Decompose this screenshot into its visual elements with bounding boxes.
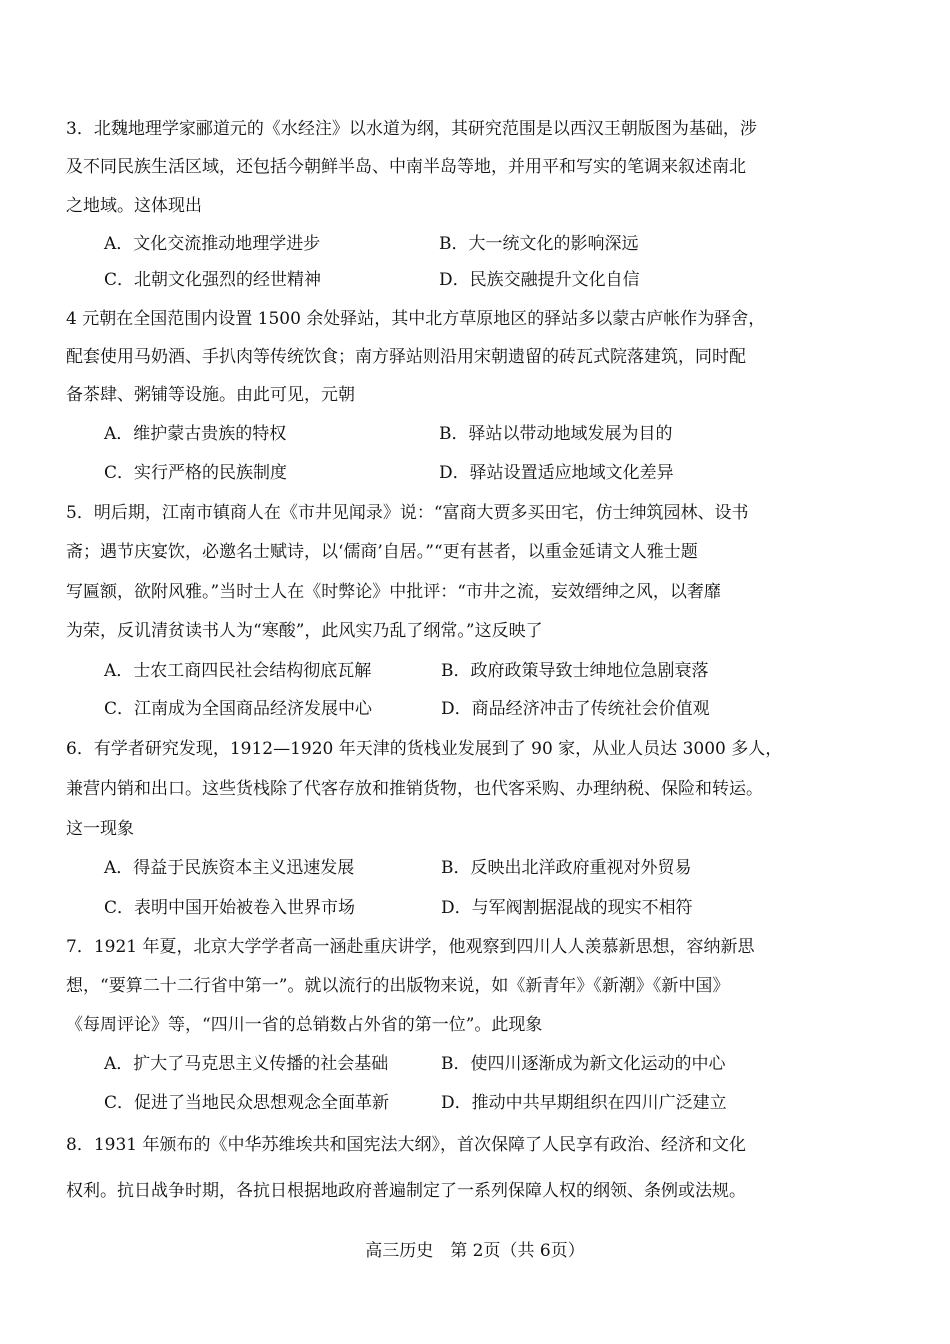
question-7-line-1: 7．1921 年夏，北京大学学者高一涵赴重庆讲学，他观察到四川人人羡慕新思想，容纳新思	[66, 937, 755, 957]
question-7-line-2: 想，“要算二十二行省中第一”。就以流行的出版物来说，如《新青年》《新潮》《新中国》	[66, 976, 730, 996]
question-7-option-b[interactable]: B．使四川逐渐成为新文化运动的中心	[441, 1054, 726, 1074]
question-5-line-3: 写匾额，欲附风雅。”当时士人在《时弊论》中批评：“市井之流，妄效缙绅之风，以奢靡	[66, 582, 721, 602]
question-4-option-c[interactable]: C．实行严格的民族制度	[104, 463, 288, 483]
question-3-line-3: 之地域。这体现出	[66, 196, 202, 216]
question-7-option-c[interactable]: C．促进了当地民众思想观念全面革新	[104, 1093, 390, 1113]
question-4-option-b[interactable]: B．驿站以带动地域发展为目的	[439, 424, 673, 444]
question-3-line-2: 及不同民族生活区域，还包括今朝鲜半岛、中南半岛等地，并用平和写实的笔调来叙述南北	[66, 157, 746, 177]
question-6-option-c[interactable]: C．表明中国开始被卷入世界市场	[104, 898, 356, 918]
question-6-line-3: 这一现象	[66, 819, 134, 839]
question-4-option-a[interactable]: A．维护蒙古贵族的特权	[104, 424, 287, 444]
question-5-line-2: 斋；遇节庆宴饮，必邀名士赋诗，以‘儒商’自居。”“更有甚者，以重金延请文人雅士题	[66, 542, 698, 562]
question-6-option-a[interactable]: A．得益于民族资本主义迅速发展	[104, 858, 355, 878]
question-3-line-1: 3．北魏地理学家郦道元的《水经注》以水道为纲，其研究范围是以西汉王朝版图为基础，涉	[66, 119, 757, 139]
question-7-option-a[interactable]: A．扩大了马克思主义传播的社会基础	[104, 1054, 389, 1074]
question-5-option-a[interactable]: A．士农工商四民社会结构彻底瓦解	[104, 661, 372, 681]
question-8-line-1: 8．1931 年颁布的《中华苏维埃共和国宪法大纲》，首次保障了人民享有政治、经济和文化	[66, 1135, 746, 1155]
page-footer: 高三历史 第 2页（共 6页）	[365, 1241, 585, 1261]
question-6-option-b[interactable]: B．反映出北洋政府重视对外贸易	[441, 858, 692, 878]
question-6-line-1: 6．有学者研究发现，1912—1920 年天津的货栈业发展到了 90 家，从业人员达 3000 多人，	[66, 739, 783, 759]
question-6-option-d[interactable]: D．与军阀割据混战的现实不相符	[441, 898, 693, 918]
question-5-line-4: 为荣，反讥清贫读书人为“寒酸”，此风实乃乱了纲常。”这反映了	[66, 621, 543, 641]
question-5-option-c[interactable]: C．江南成为全国商品经济发展中心	[104, 699, 373, 719]
question-3-option-b[interactable]: B．大一统文化的影响深远	[439, 234, 639, 254]
question-4-line-1: 4 元朝在全国范围内设置 1500 余处驿站，其中北方草原地区的驿站多以蒙古庐帐作为驿舍，	[66, 309, 766, 329]
question-5-option-b[interactable]: B．政府政策导致士绅地位急剧衰落	[441, 661, 709, 681]
question-3-option-d[interactable]: D．民族交融提升文化自信	[439, 270, 640, 290]
question-7-option-d[interactable]: D．推动中共早期组织在四川广泛建立	[441, 1093, 727, 1113]
question-4-line-2: 配套使用马奶酒、手扒肉等传统饮食；南方驿站则沿用宋朝遗留的砖瓦式院落建筑，同时配	[66, 347, 746, 367]
question-4-option-d[interactable]: D．驿站设置适应地域文化差异	[439, 463, 674, 483]
question-4-line-3: 备茶肆、粥铺等设施。由此可见，元朝	[66, 385, 355, 405]
question-5-line-1: 5．明后期，江南市镇商人在《市井见闻录》说：“富商大贾多买田宅，仿士绅筑园林、设书	[66, 503, 749, 523]
question-6-line-2: 兼营内销和出口。这些货栈除了代客存放和推销货物，也代客采购、办理纳税、保险和转运。	[66, 779, 763, 799]
question-7-line-3: 《每周评论》等，“四川一省的总销数占外省的第一位”。此现象	[66, 1015, 543, 1035]
question-8-line-2: 权利。抗日战争时期，各抗日根据地政府普遍制定了一系列保障人权的纲领、条例或法规。	[66, 1181, 746, 1201]
question-5-option-d[interactable]: D．商品经济冲击了传统社会价值观	[441, 699, 710, 719]
question-3-option-c[interactable]: C．北朝文化强烈的经世精神	[104, 270, 322, 290]
question-3-option-a[interactable]: A．文化交流推动地理学进步	[104, 234, 321, 254]
